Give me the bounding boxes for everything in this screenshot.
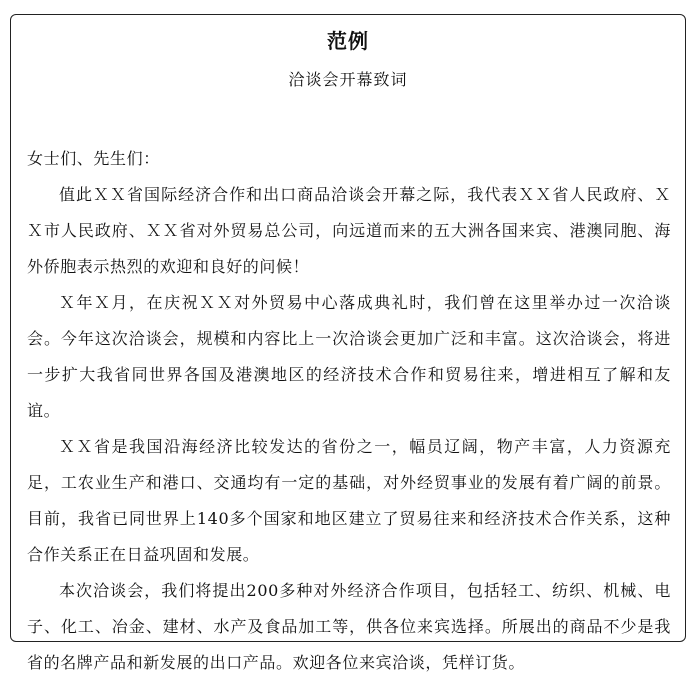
salutation: 女士们、先生们： [27, 149, 160, 168]
document-frame [10, 14, 686, 672]
paragraph-3: ＸＸ省是我国沿海经济比较发达的省份之一，幅员辽阔，物产丰富，人力资源充足，工农业生产和港口、交通均有一定的基础，对外经贸事业的发展有着广阔的前景。目前，我省已同世界上140多个国家和地区建立了贸易往来和经济技术合作关系，这种合作关系正在日益巩固和发展。 [27, 437, 671, 564]
paragraph-1: 值此ＸＸ省国际经济合作和出口商品洽谈会开幕之际，我代表ＸＸ省人民政府、ＸＸ市人民政府、ＸＸ省对外贸易总公司，向远道而来的五大洲各国来宾、港澳同胞、海外侨胞表示热烈的欢迎和良好的问候！ [27, 185, 671, 276]
document-body [27, 141, 671, 681]
document-subtitle: 洽谈会开幕致词 [288, 70, 408, 89]
paragraph-4: 本次洽谈会，我们将提出200多种对外经济合作项目，包括轻工、纺织、机械、电子、化工、冶金、建材、水产及食品加工等，供各位来宾选择。所展出的商品不少是我省的名牌产品和新发展的出口产品。欢迎各位来宾洽谈，凭样订货。 [27, 581, 671, 672]
paragraph-2: Ｘ年Ｘ月，在庆祝ＸＸ对外贸易中心落成典礼时，我们曾在这里举办过一次洽谈会。今年这次洽谈会，规模和内容比上一次洽谈会更加广泛和丰富。这次洽谈会，将进一步扩大我省同世界各国及港澳地区的经济技术合作和贸易往来，增进相互了解和友谊。 [27, 293, 671, 420]
document-title: 范例 [327, 29, 369, 53]
